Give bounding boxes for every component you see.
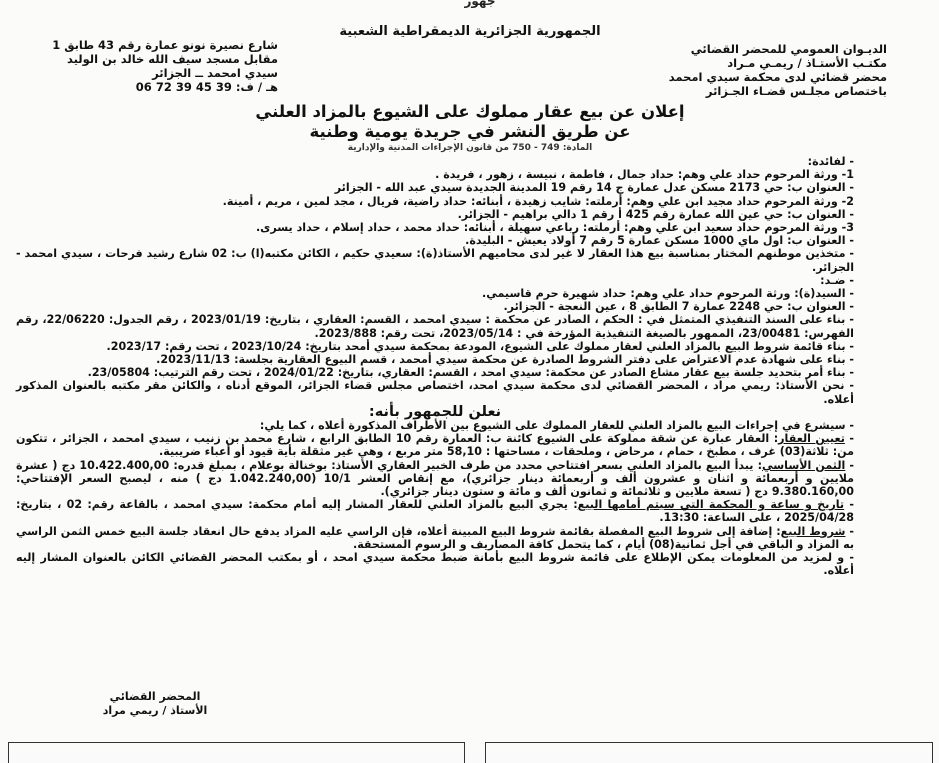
against-heading: - ضـد: <box>820 273 854 287</box>
signature-name: الأستاذ / ريمي مراد <box>102 704 208 717</box>
sale-date-court: - تاريخ و ساعة و المحكمة التي سيتم أمامها البيع: يجري البيع بالمزاد العلني للعقار المشار إليه أمام محكمة: سيدي امحمد ، بالقاعة رقم: 02 ، بتاريخ: 2025/04/28 ، على الساعة: 13:30. <box>16 498 854 525</box>
paragraph: - بناء قائمة شروط البيع بالمزاد العلني لعقار مملوك على الشيوع، المودعة بمحكمة سيدي أمحد بتاريخ: 2023/10/24 ، تحت رقم: 2023/17. <box>106 339 854 353</box>
paragraph: 3- ورثة المرحوم حداد سعيد ابن علي وهم: أرملته: رباعي سهيلة ، أبنائه: حداد محمد ، حداد إسلام ، حداد يسرى. <box>255 221 854 235</box>
legal-article-reference: المادة: 749 - 750 من قانون الإجراءات المدنية والإدارية <box>347 143 593 153</box>
paragraph: - العنوان ب: اول ماي 1000 مسكن عمارة 5 رقم 7 أولاد يعيش - البليدة. <box>465 234 854 248</box>
office-line: محضر قضائي لدى محكمة سيدي امحمد <box>668 70 887 84</box>
paragraph: - سيشرع في إجراءات البيع بالمزاد العلني للعقار المملوك على الشيوع بين الأطراف المذكورة أعلاه ، كما يلي: <box>259 419 854 433</box>
paragraph: - و لمزيد من المعلومات يمكن الإطلاع على قائمة شروط البيع بأمانة ضبط محكمة سيدي امحد ، أو بمكتب المحضر القضائي الكائن بالعنوان المشار إليه أعلاه. <box>16 551 854 578</box>
previous-article-fragment: جهور <box>464 0 496 8</box>
paragraph: - العنوان ب: حي عين الله عمارة رقم 425 أ رقم 1 دالي براهيم - الجزائر. <box>457 207 854 221</box>
office-line: باختصاص مجلـس قضـاء الجـزائر <box>705 84 887 98</box>
paragraph: 1- ورثة المرحوم حداد علي وهم: حداد جمال ، فاطمة ، نبيسة ، زهور ، فريدة . <box>435 168 854 182</box>
beneficiary-heading: - لفائدة: <box>807 155 854 168</box>
paragraph: - السيد(ة): ورثة المرحوم حداد علي وهم: حداد شهيرة حرم قاسيمي. <box>482 287 854 301</box>
paragraph: - بناء أمر بتحديد جلسة بيع عقار مشاع الصادر عن محكمة: سيدي امحد ، القسم: العقاري، بتاريخ: 2024/01/22 ، تحت رقم الترتيب: 23/05804. <box>87 366 854 380</box>
title-line-2: عن طريق النشر في جريدة يومية وطنية <box>309 122 631 141</box>
section-label: تاريخ و ساعة و المحكمة التي سيتم أمامها البيع <box>577 498 845 512</box>
office-address-block <box>48 38 278 94</box>
paragraph: - متخذين موطنهم المختار بمناسبة بيع هذا العقار لا غير لدى محاميهم الأستاذ(ة): سعيدي حكيم ، الكائن مكتبه(ا) ب: 02 شارع رشيد فرحات ، سيدي امحمد - الجزائر. <box>16 247 854 274</box>
republic-heading: الجمهورية الجزائرية الديمقراطية الشعبية <box>339 24 601 39</box>
next-notice-frame <box>8 742 465 763</box>
paragraph: - العنوان ب: حي 2248 عمارة 7 الطابق 8 ، عين النعجة - الجزائر. <box>503 300 854 314</box>
notice-body <box>16 155 854 578</box>
proclamation-heading: نعلن للجمهور بأنه: <box>368 403 502 420</box>
bailiff-office-block <box>657 42 887 98</box>
section-text: : العقار عبارة عن شقة مملوكة على الشيوع كائنة ب: العمارة رقم 10 الطابق الرابع ، شارع محمد بن زنيب ، سيدي امحمد ، الجزائر ، تتكون من: ثلاثة(03) غرف ، مطبخ ، حمام ، مرحاض ، وملحقات ، مساحتها : 58,10 متر مربع ، وهي غير مثقلة بأية قيود أو أعباء ضريبية. <box>16 432 854 459</box>
section-label: الثمن الأساسي <box>762 458 846 472</box>
signature-block <box>90 690 220 718</box>
address-line: شارع نصيرة نونو عمارة رقم 43 طابق 1 <box>52 38 278 52</box>
sale-conditions: - شروط البيع: إضافة إلى شروط البيع المفصلة بقائمة شروط البيع المبينة أعلاه، فإن الراسي عليه المزاد يدفع حال انعقاد جلسة البيع خمس الثمن الراسي به المزاد و الباقي في أجل ثمانية(08) أيام ، كما يتحمل كافة المصاريف و الرسوم المستحقة. <box>16 524 854 551</box>
paragraph: - العنوان ب: حي 2173 مسكن عدل عمارة ج 14 رقم 19 المدينة الجديدة سيدي عبد الله - الجزائر <box>334 181 854 195</box>
address-line: سيدي امحمد ــ الجزائر <box>152 66 278 80</box>
signature-role: المحضر القضائي <box>109 690 201 703</box>
paragraph: - نحن الأستاذ: ريمي مراد ، المحضر القضائي لدى محكمة سيدي امحد، اختصاص مجلس قضاء الجزائر، الموقع أدناه ، والكائن مقر مكتبه بالعنوان المذكور أعلاه. <box>16 379 854 406</box>
section-label: تعيين العقار <box>778 432 845 446</box>
title-line-1: إعلان عن بيع عقار مملوك على الشيوع بالمزاد العلني <box>255 102 685 121</box>
section-text: : يجري البيع بالمزاد العلني للعقار المشار إليه أمام محكمة: سيدي امحمد ، بالقاعة رقم: 02 ، بتاريخ: 2025/04/28 ، على الساعة: 13:30. <box>16 498 854 525</box>
notice-header <box>0 24 939 104</box>
property-description: - تعيين العقار: العقار عبارة عن شقة مملوكة على الشيوع كائنة ب: العمارة رقم 10 الطابق الرابع ، شارع محمد بن زنيب ، سيدي امحمد ، الجزائر ، تتكون من: ثلاثة(03) غرف ، مطبخ ، حمام ، مرحاض ، وملحقات ، مساحتها : 58,10 متر مربع ، وهي غير مثقلة بأية قيود أو أعباء ضريبية. <box>16 432 854 459</box>
address-line: مقابل مسجد سيف الله خالد بن الوليد <box>66 52 278 66</box>
next-notice-frame <box>485 742 933 763</box>
notice-title <box>200 102 740 154</box>
phone-line: هـ / ف: 39 45 39 72 06 <box>135 80 278 94</box>
office-line: الديـوان العمومي للمحضر القضائي <box>690 42 887 56</box>
section-label: شروط البيع <box>780 524 846 538</box>
section-text: : يبدأ البيع بالمزاد العلني بسعر افتتاحي محدد من طرف الخبير العقاري الأستاذ: بوخنالة بوعلام ، بمبلغ قدره: 10.422.400,00 دج ( عشرة ملايين و أربعمائة و اثنان و عشرون ألف و أربعمائة دينار جزائري)، مع إنقاص العشر 10/1 (1.042.240,00 دج ) منه ، ليصبح السعر الإفتتاحي: 9.380.160,00 دج ( تسعة ملايين و ثلاثمائة و ثمانون ألف و مائة و ستون دينار جزائري). <box>16 458 854 499</box>
paragraph: - بناء على شهادة عدم الاعتراض على دفتر الشروط الصادرة عن محكمة سيدي أمحمد ، قسم البيوع العقارية بجلسة: 2023/11/13. <box>156 353 854 367</box>
paragraph: 2- ورثة المرحوم حداد مجيد ابن علي وهم: أرملته: شايب زهيدة ، أبنائه: حداد راضية، فريال ، مجد لمين ، مريم ، أمينة. <box>222 194 854 208</box>
base-price: - الثمن الأساسي: يبدأ البيع بالمزاد العلني بسعر افتتاحي محدد من طرف الخبير العقاري الأستاذ: بوخنالة بوعلام ، بمبلغ قدره: 10.422.400,00 دج ( عشرة ملايين و أربعمائة و اثنان و عشرون ألف و أربعمائة دينار جزائري)، مع إنقاص العشر 10/1 (1.042.240,00 دج ) منه ، ليصبح السعر الإفتتاحي: 9.380.160,00 دج ( تسعة ملايين و ثلاثمائة و ثمانون ألف و مائة و ستون دينار جزائري). <box>16 458 855 499</box>
paragraph: - بناء على السند التنفيذي المتمثل في : الحكم ، الصادر عن محكمة : سيدي امحمد ، القسم: العقاري ، بتاريخ: 2023/01/19 ، رقم الجدول: 22/06220، رقم الفهرس: 23/00481، الممهور بالصيغة التنفيذية المؤرخة في : 2023/05/14، تحت رقم: 2023/888. <box>16 313 855 340</box>
office-line: مكتـب الأستـاذ / ريمـي مـراد <box>727 56 887 70</box>
section-text: : إضافة إلى شروط البيع المفصلة بقائمة شروط البيع المبينة أعلاه، فإن الراسي عليه المزاد يدفع حال انعقاد جلسة البيع خمس الثمن الراسي به المزاد و الباقي في أجل ثمانية(08) أيام ، كما يتحمل كافة المصاريف و الرسوم المستحقة. <box>16 524 854 551</box>
